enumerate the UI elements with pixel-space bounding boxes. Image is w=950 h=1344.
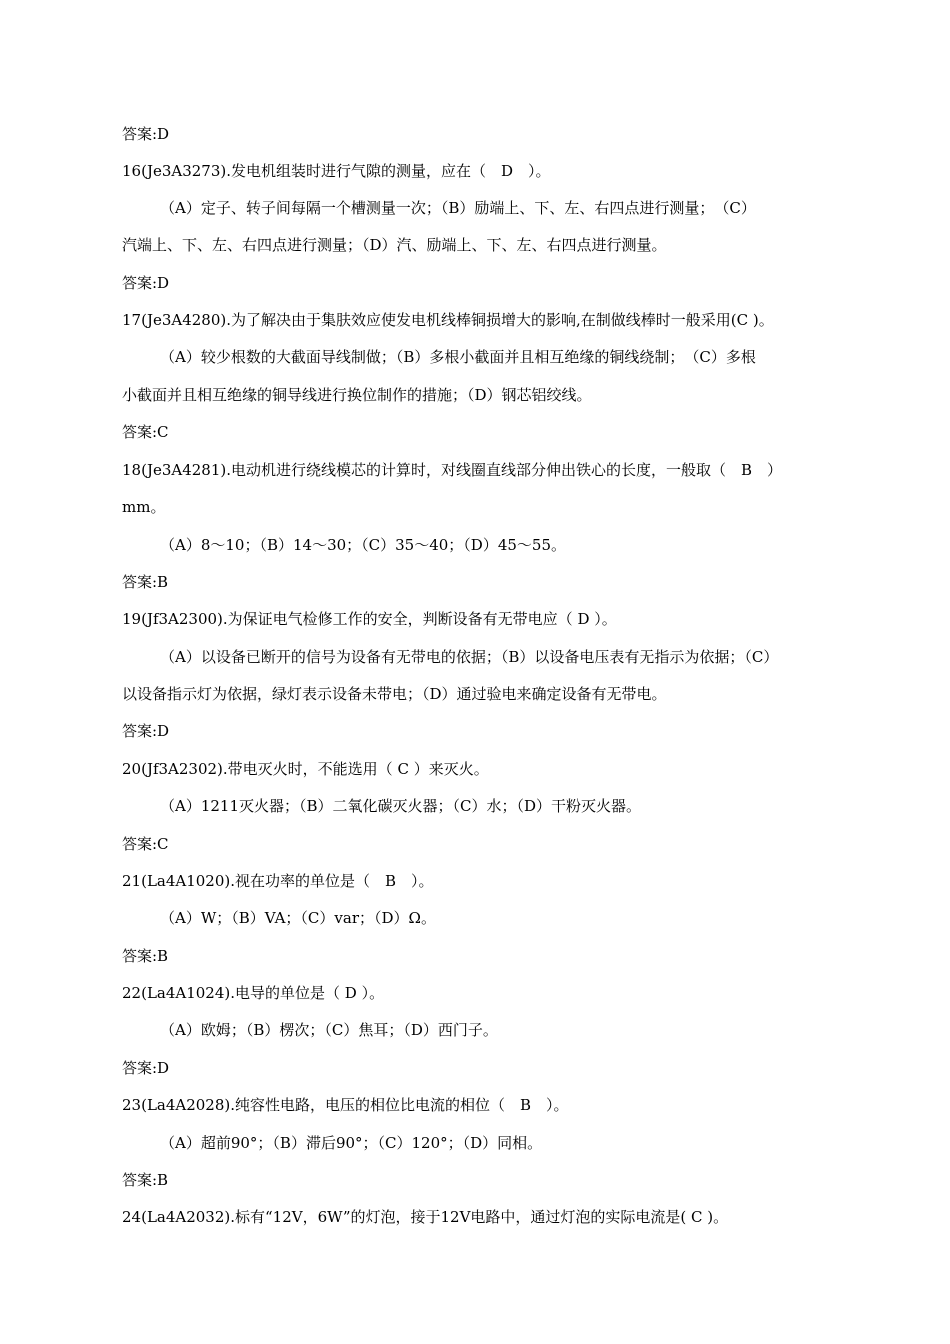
answer-line: 答案:B <box>122 947 169 965</box>
question-line: 18(Je3A4281).电动机进行绕线模芯的计算时，对线圈直线部分伸出铁心的长度，一般取（ B ） <box>122 461 783 479</box>
question-line: 20(Jf3A2302).带电灭火时，不能选用（ C ）来灭火。 <box>122 760 489 778</box>
options-line-continued: 小截面并且相互绝缘的铜导线进行换位制作的措施；（D）钢芯铝绞线。 <box>122 386 592 404</box>
answer-line: 答案:D <box>122 125 170 143</box>
options-line: （A）超前90°；（B）滞后90°；（C）120°；（D）同相。 <box>160 1134 543 1152</box>
options-line: （A）1211灭火器；（B）二氧化碳灭火器；（C）水；（D）干粉灭火器。 <box>160 797 642 815</box>
question-line: 21(La4A1020).视在功率的单位是（ B ）。 <box>122 872 434 890</box>
question-line: 19(Jf3A2300).为保证电气检修工作的安全，判断设备有无带电应（ D ）。 <box>122 610 617 628</box>
options-line: （A）以设备已断开的信号为设备有无带电的依据；（B）以设备电压表有无指示为依据；（C） <box>160 648 779 666</box>
options-line: （A）欧姆；（B）楞次；（C）焦耳；（D）西门子。 <box>160 1021 498 1039</box>
question-line: 23(La4A2028).纯容性电路，电压的相位比电流的相位（ B ）。 <box>122 1096 569 1114</box>
answer-line: 答案:C <box>122 423 169 441</box>
options-line-continued: 以设备指示灯为依据，绿灯表示设备未带电；（D）通过验电来确定设备有无带电。 <box>122 685 667 703</box>
question-line: 24(La4A2032).标有“12V，6W”的灯泡，接于12V电路中，通过灯泡的实际电流是( C )。 <box>122 1208 729 1226</box>
question-line: 22(La4A1024).电导的单位是（ D ）。 <box>122 984 385 1002</box>
answer-line: 答案:D <box>122 274 170 292</box>
options-line: （A）较少根数的大截面导线制做；（B）多根小截面并且相互绝缘的铜线绕制； （C）多根 <box>160 348 756 366</box>
options-line-continued: 汽端上、下、左、右四点进行测量；（D）汽、励端上、下、左、右四点进行测量。 <box>122 236 667 254</box>
question-line-continued: mm。 <box>122 498 166 516</box>
answer-line: 答案:B <box>122 1171 169 1189</box>
answer-line: 答案:D <box>122 722 170 740</box>
question-line: 17(Je3A4280).为了解决由于集肤效应使发电机线棒铜损增大的影响,在制做线棒时一般采用(C )。 <box>122 311 774 329</box>
answer-line: 答案:C <box>122 835 169 853</box>
options-line: （A）8～10；（B）14～30；（C）35～40；（D）45～55。 <box>160 536 567 554</box>
options-line: （A）W；（B）VA；（C）var；（D）Ω。 <box>160 909 436 927</box>
question-line: 16(Je3A3273).发电机组装时进行气隙的测量，应在（ D ）。 <box>122 162 551 180</box>
answer-line: 答案:B <box>122 573 169 591</box>
answer-line: 答案:D <box>122 1059 170 1077</box>
options-line: （A）定子、转子间每隔一个槽测量一次；（B）励端上、下、左、右四点进行测量； （C） <box>160 199 756 217</box>
